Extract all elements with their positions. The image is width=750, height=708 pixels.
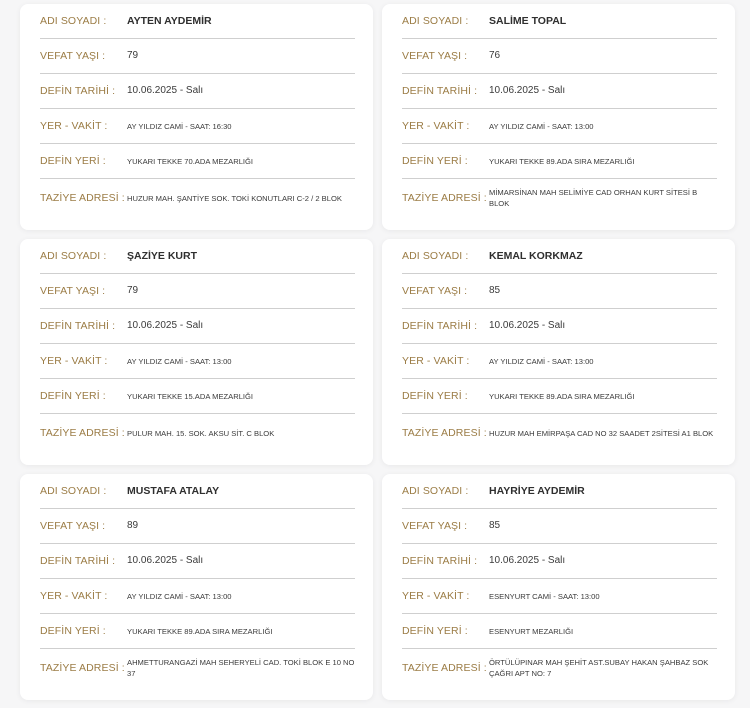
name-row bbox=[40, 474, 355, 509]
place-time-value: AY YILDIZ CAMİ - SAAT: 13:00 bbox=[489, 356, 594, 366]
place-time-row bbox=[402, 579, 717, 614]
condolence-value: HUZUR MAH EMİRPAŞA CAD NO 32 SAADET 2SİTESİ A1 BLOK bbox=[489, 428, 714, 438]
condolence-row bbox=[40, 649, 355, 687]
age-value: 79 bbox=[127, 285, 139, 296]
burial-row bbox=[402, 379, 717, 414]
burial-value: YUKARI TEKKE 70.ADA MEZARLIĞI bbox=[127, 156, 254, 166]
condolence-value: MİMARSİNAN MAH SELİMİYE CAD ORHAN KURT SİTESİ B BLOK bbox=[489, 188, 698, 208]
date-row bbox=[402, 544, 717, 579]
name-value: AYTEN AYDEMİR bbox=[127, 15, 212, 27]
age-label: VEFAT YAŞI : bbox=[402, 285, 468, 297]
name-row bbox=[402, 4, 717, 39]
age-value: 76 bbox=[489, 50, 501, 61]
age-label: VEFAT YAŞI : bbox=[402, 50, 468, 62]
date-label: DEFİN TARİHİ : bbox=[402, 320, 478, 332]
condolence-value: ÖRTÜLÜPINAR MAH ŞEHİT AST.SUBAY HAKAN ŞAHBAZ SOK ÇAĞRI APT NO: 7 bbox=[489, 658, 709, 678]
burial-label: DEFİN YERİ : bbox=[402, 390, 468, 402]
condolence-value: PULUR MAH. 15. SOK. AKSU SİT. C BLOK bbox=[127, 428, 275, 438]
burial-row bbox=[402, 144, 717, 179]
burial-label: DEFİN YERİ : bbox=[40, 155, 106, 167]
condolence-label: TAZİYE ADRESİ : bbox=[40, 662, 125, 674]
place-time-value: AY YILDIZ CAMİ - SAAT: 13:00 bbox=[127, 591, 232, 601]
burial-value: YUKARI TEKKE 15.ADA MEZARLIĞI bbox=[127, 391, 254, 401]
burial-row bbox=[40, 379, 355, 414]
name-label: ADI SOYADI : bbox=[402, 250, 469, 262]
name-value: SALİME TOPAL bbox=[489, 15, 567, 27]
date-label: DEFİN TARİHİ : bbox=[402, 85, 478, 97]
place-time-value: AY YILDIZ CAMİ - SAAT: 16:30 bbox=[127, 121, 232, 131]
name-value: ŞAZİYE KURT bbox=[127, 250, 198, 262]
obituary-card bbox=[382, 474, 735, 700]
place-time-value: AY YILDIZ CAMİ - SAAT: 13:00 bbox=[127, 356, 232, 366]
place-time-row bbox=[40, 579, 355, 614]
obituary-card bbox=[20, 4, 373, 230]
burial-label: DEFİN YERİ : bbox=[402, 155, 468, 167]
name-label: ADI SOYADI : bbox=[40, 250, 107, 262]
condolence-label: TAZİYE ADRESİ : bbox=[40, 427, 125, 439]
date-row bbox=[40, 74, 355, 109]
date-value: 10.06.2025 - Salı bbox=[489, 85, 566, 96]
place-time-row bbox=[402, 344, 717, 379]
condolence-row bbox=[402, 179, 717, 217]
name-label: ADI SOYADI : bbox=[402, 15, 469, 27]
name-row bbox=[40, 4, 355, 39]
name-value: KEMAL KORKMAZ bbox=[489, 250, 583, 262]
age-label: VEFAT YAŞI : bbox=[40, 520, 106, 532]
place-time-label: YER - VAKİT : bbox=[402, 355, 470, 367]
date-label: DEFİN TARİHİ : bbox=[40, 85, 116, 97]
place-time-row bbox=[40, 109, 355, 144]
date-label: DEFİN TARİHİ : bbox=[402, 555, 478, 567]
burial-value: YUKARI TEKKE 89.ADA SIRA MEZARLIĞI bbox=[127, 626, 273, 636]
age-value: 89 bbox=[127, 520, 139, 531]
condolence-label: TAZİYE ADRESİ : bbox=[402, 662, 487, 674]
date-row bbox=[40, 309, 355, 344]
age-row bbox=[402, 509, 717, 544]
age-value: 85 bbox=[489, 520, 501, 531]
date-value: 10.06.2025 - Salı bbox=[127, 85, 204, 96]
place-time-row bbox=[402, 109, 717, 144]
condolence-row bbox=[402, 414, 717, 452]
name-label: ADI SOYADI : bbox=[402, 485, 469, 497]
burial-label: DEFİN YERİ : bbox=[40, 625, 106, 637]
name-label: ADI SOYADI : bbox=[40, 15, 107, 27]
obituary-card bbox=[20, 474, 373, 700]
burial-row bbox=[402, 614, 717, 649]
age-label: VEFAT YAŞI : bbox=[402, 520, 468, 532]
place-time-value: ESENYURT CAMİ - SAAT: 13:00 bbox=[489, 591, 600, 601]
date-row bbox=[40, 544, 355, 579]
condolence-row bbox=[40, 414, 355, 452]
date-row bbox=[402, 309, 717, 344]
date-row bbox=[402, 74, 717, 109]
place-time-label: YER - VAKİT : bbox=[402, 590, 470, 602]
date-value: 10.06.2025 - Salı bbox=[489, 555, 566, 566]
date-label: DEFİN TARİHİ : bbox=[40, 320, 116, 332]
name-value: MUSTAFA ATALAY bbox=[127, 485, 220, 497]
burial-row bbox=[40, 614, 355, 649]
name-value: HAYRİYE AYDEMİR bbox=[489, 485, 585, 497]
place-time-row bbox=[40, 344, 355, 379]
place-time-label: YER - VAKİT : bbox=[402, 120, 470, 132]
age-value: 79 bbox=[127, 50, 139, 61]
age-row bbox=[40, 274, 355, 309]
condolence-value: AHMETTURANGAZİ MAH SEHERYELİ CAD. TOKİ BLOK E 10 NO 37 bbox=[127, 658, 355, 678]
burial-label: DEFİN YERİ : bbox=[40, 390, 106, 402]
obituary-card bbox=[20, 239, 373, 465]
age-row bbox=[402, 274, 717, 309]
burial-label: DEFİN YERİ : bbox=[402, 625, 468, 637]
age-row bbox=[40, 509, 355, 544]
name-row bbox=[40, 239, 355, 274]
place-time-value: AY YILDIZ CAMİ - SAAT: 13:00 bbox=[489, 121, 594, 131]
date-value: 10.06.2025 - Salı bbox=[127, 555, 204, 566]
age-label: VEFAT YAŞI : bbox=[40, 285, 106, 297]
age-value: 85 bbox=[489, 285, 501, 296]
condolence-row bbox=[402, 649, 717, 687]
burial-row bbox=[40, 144, 355, 179]
age-row bbox=[40, 39, 355, 74]
condolence-label: TAZİYE ADRESİ : bbox=[402, 427, 487, 439]
age-label: VEFAT YAŞI : bbox=[40, 50, 106, 62]
condolence-label: TAZİYE ADRESİ : bbox=[40, 192, 125, 204]
burial-value: ESENYURT MEZARLIĞI bbox=[489, 626, 574, 636]
date-value: 10.06.2025 - Salı bbox=[127, 320, 204, 331]
place-time-label: YER - VAKİT : bbox=[40, 355, 108, 367]
condolence-row bbox=[40, 179, 355, 217]
age-row bbox=[402, 39, 717, 74]
name-row bbox=[402, 239, 717, 274]
condolence-value: HUZUR MAH. ŞANTİYE SOK. TOKİ KONUTLARI C-2 / 2 BLOK bbox=[127, 193, 342, 203]
condolence-label: TAZİYE ADRESİ : bbox=[402, 192, 487, 204]
name-label: ADI SOYADI : bbox=[40, 485, 107, 497]
burial-value: YUKARI TEKKE 89.ADA SIRA MEZARLIĞI bbox=[489, 391, 635, 401]
burial-value: YUKARI TEKKE 89.ADA SIRA MEZARLIĞI bbox=[489, 156, 635, 166]
place-time-label: YER - VAKİT : bbox=[40, 120, 108, 132]
place-time-label: YER - VAKİT : bbox=[40, 590, 108, 602]
obituary-card bbox=[382, 239, 735, 465]
date-value: 10.06.2025 - Salı bbox=[489, 320, 566, 331]
name-row bbox=[402, 474, 717, 509]
date-label: DEFİN TARİHİ : bbox=[40, 555, 116, 567]
obituary-card bbox=[382, 4, 735, 230]
